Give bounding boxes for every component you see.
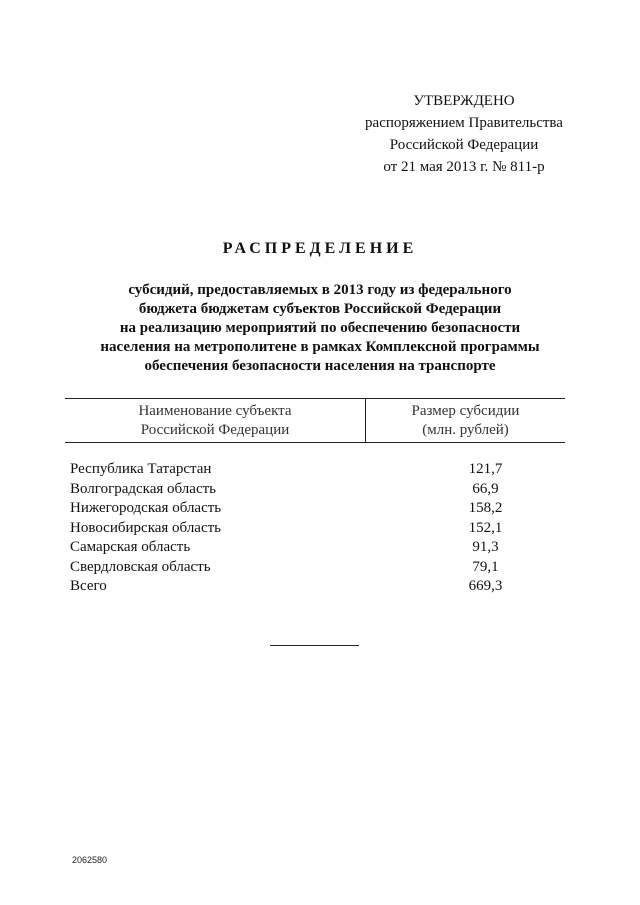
subsidy-amount: 91,3 <box>472 539 499 555</box>
region-name: Самарская область <box>70 539 191 555</box>
document-subtitle <box>60 281 580 376</box>
subtitle-line: бюджета бюджетам субъектов Российской Федерации <box>138 301 502 317</box>
region-name: Новосибирская область <box>70 519 222 536</box>
column-header-region <box>65 399 365 442</box>
table-row-total <box>65 577 565 597</box>
approval-line-order: распоряжением Правительства <box>365 115 563 131</box>
table-row <box>65 460 565 480</box>
subtitle-line: на реализацию мероприятий по обеспечению безопасности <box>119 320 521 336</box>
region-name: Волгоградская область <box>70 480 216 497</box>
header-text: Размер субсидии <box>411 403 520 419</box>
table-body <box>65 460 565 597</box>
approval-line-country: Российской Федерации <box>389 137 539 153</box>
table-row <box>65 480 565 500</box>
subsidy-amount: 121,7 <box>468 461 503 477</box>
subsidy-amount: 152,1 <box>468 519 503 536</box>
header-text: (млн. рублей) <box>422 422 509 438</box>
subsidy-amount: 158,2 <box>468 500 503 516</box>
subsidy-amount: 66,9 <box>472 480 499 497</box>
table-row <box>65 538 565 558</box>
subtitle-line: субсидий, предоставляемых в 2013 году из федерального <box>128 282 512 298</box>
subtitle-line: населения на метрополитене в рамках Комплексной программы <box>100 339 540 355</box>
table-row <box>65 519 565 539</box>
approval-line-date: от 21 мая 2013 г. № 811-р <box>383 159 545 175</box>
subsidy-amount: 79,1 <box>472 558 499 575</box>
header-text: Наименование субъекта <box>138 403 292 419</box>
column-header-amount <box>365 399 565 442</box>
subtitle-line: обеспечения безопасности населения на транспорте <box>144 358 496 374</box>
total-label: Всего <box>70 578 107 594</box>
table-row <box>65 558 565 578</box>
end-divider <box>270 645 359 646</box>
table-row <box>65 499 565 519</box>
document-number: 2062580 <box>72 855 108 865</box>
region-name: Нижегородская область <box>70 500 222 516</box>
region-name: Свердловская область <box>70 558 211 575</box>
total-amount: 669,3 <box>468 578 503 594</box>
header-text: Российской Федерации <box>140 422 290 438</box>
approval-heading: УТВЕРЖДЕНО <box>413 93 515 109</box>
table-header <box>65 398 565 443</box>
subsidy-table <box>65 398 565 597</box>
approval-stamp <box>336 90 592 178</box>
region-name: Республика Татарстан <box>70 461 212 477</box>
document-title: РАСПРЕДЕЛЕНИЕ <box>222 240 418 257</box>
